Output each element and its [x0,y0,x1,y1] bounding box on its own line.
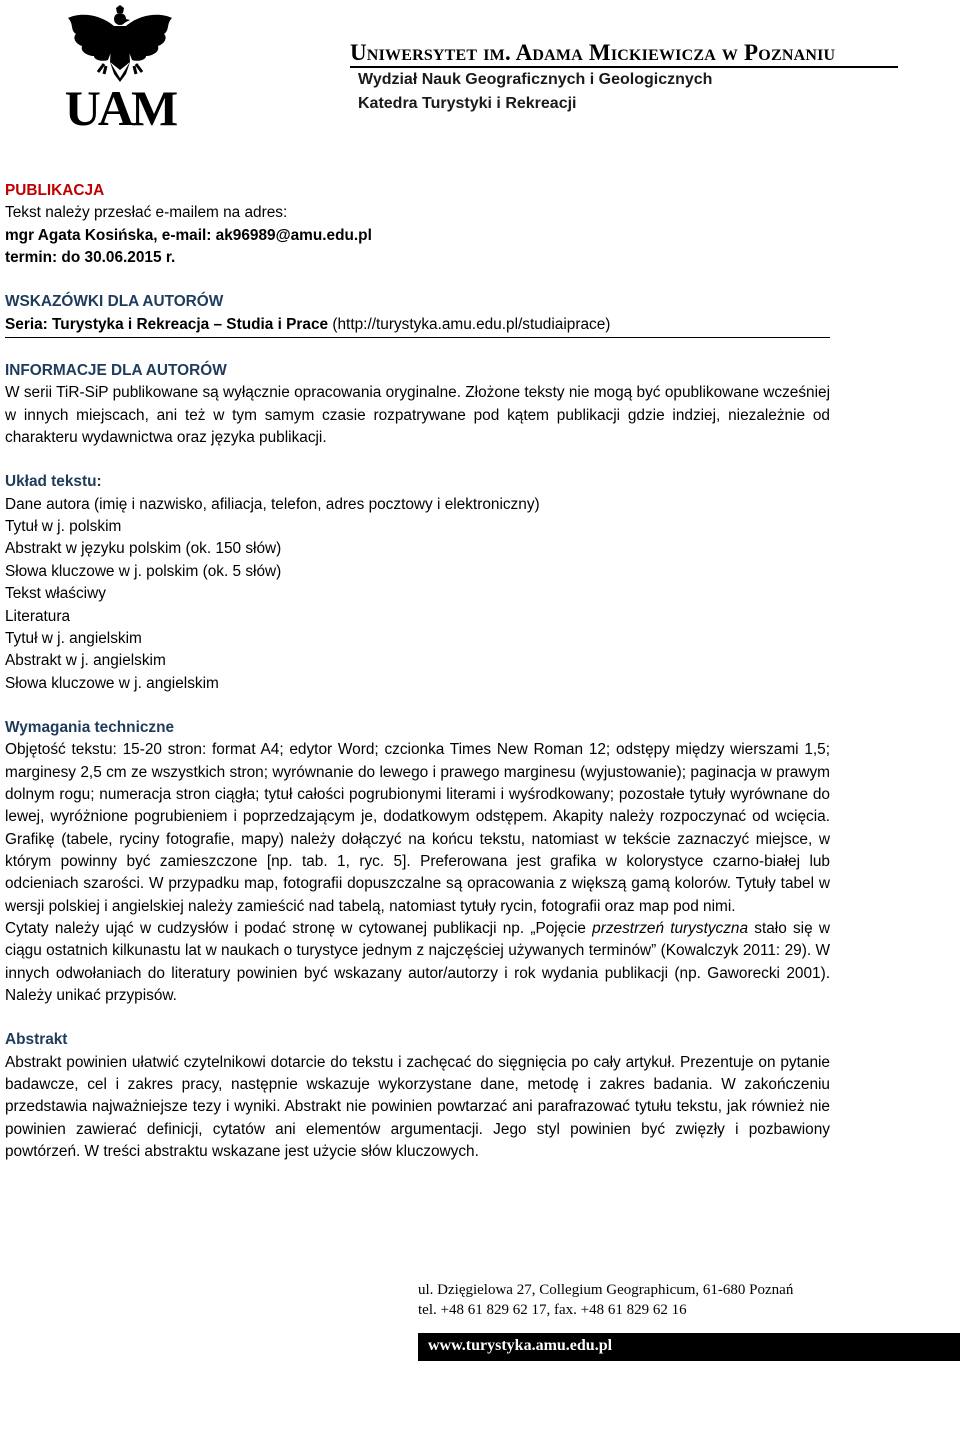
document-body [5,180,830,1163]
quote-lead: Cytaty należy ująć w cudzysłów i podać stronę w cytowanej publikacji np. „Pojęcie [5,919,593,937]
layout-item: Słowa kluczowe w j. polskim (ok. 5 słów) [5,562,282,580]
uam-logo [60,4,180,140]
series-link[interactable]: (http://turystyka.amu.edu.pl/studiaiprace) [328,315,611,333]
series-line [5,314,830,338]
layout-heading: Układ tekstu: [5,473,102,491]
publication-send-to: Tekst należy przesłać e-mailem na adres: [5,204,288,222]
info-text: W serii TiR-SiP publikowane są wyłącznie opracowania oryginalne. Złożone teksty nie mogą być opublikowane wcześniej w innych miejscach, ani też w tym samym czasie rozpatrywane pod kątem publikacji gdzie indziej, niezależnie od charakteru wydawnictwa oraz języka publikacji. [5,384,830,447]
series-title: Seria: Turystyka i Rekreacja – Studia i Prace [5,315,329,333]
technical-heading: Wymagania techniczne [5,718,175,736]
footer-website-link[interactable]: www.turystyka.amu.edu.pl [428,1337,613,1354]
quote-term: przestrzeń turystyczna [592,919,749,937]
footer-address: ul. Dzięgielowa 27, Collegium Geographicum, 61-680 Poznań [418,1282,794,1298]
layout-item: Literatura [5,607,71,625]
publication-heading: PUBLIKACJA [5,182,105,199]
footer-phone: tel. +48 61 829 62 17, fax. +48 61 829 62 16 [418,1302,687,1318]
header-rule [350,66,898,68]
technical-paragraph-2 [5,918,830,1007]
faculty-name: Wydział Nauk Geograficznych i Geologicznych [358,71,713,88]
guidelines-heading: WSKAZÓWKI DLA AUTORÓW [5,293,224,311]
university-name: Uniwersytet im. Adama Mickiewicza w Poznaniu [350,40,836,65]
layout-item: Dane autora (imię i nazwisko, afiliacja, telefon, adres pocztowy i elektroniczny) [5,495,540,513]
spacer [5,1007,830,1029]
info-heading: INFORMACJE DLA AUTORÓW [5,362,227,380]
publication-contact: mgr Agata Kosińska, e-mail: ak96989@amu.edu.pl [5,226,372,244]
spacer [5,269,830,291]
spacer [5,695,830,717]
abstract-text: Abstrakt powinien ułatwić czytelnikowi dotarcie do tekstu i zachęcać do sięgnięcia po cały artykuł. Prezentuje on pytanie badawcze, cel i zakres pracy, następnie wskazuje wykorzystane dane, metodę i zakres badania. W zakończeniu przedstawia najważniejsze tezy i wyniki. Abstrakt nie powinien powtarzać ani parafrazować tytułu tekstu, jak również nie powinien zawierać definicji, cytatów ani elementów argumentacji. Jego styl powinien być zwięzły i pozbawiony powtórzeń. W treści abstraktu wskazane jest użycie słów kluczowych. [5,1053,830,1161]
publication-deadline: termin: do 30.06.2015 r. [5,249,176,267]
layout-item: Abstrakt w j. angielskim [5,652,166,670]
spacer [5,449,830,471]
spacer [5,338,830,360]
layout-item: Słowa kluczowe w j. angielskim [5,674,219,692]
department-name: Katedra Turystyki i Rekreacji [358,95,577,112]
layout-item: Tytuł w j. angielskim [5,629,142,647]
abstract-heading: Abstrakt [5,1031,68,1049]
logo-text: UAM [64,80,176,136]
technical-paragraph-1: Objętość tekstu: 15-20 stron: format A4; edytor Word; czcionka Times New Roman 12; odstępy między wierszami 1,5; marginesy 2,5 cm ze wszystkich stron; wyrównanie do lewego i prawego marginesu (wyjustowanie); paginacja w prawym dolnym rogu; numeracja stron ciągła; tytuł całości pogrubionymi literami i wyśrodkowany; pozostałe tytuły wyrównane do lewej, wyróżnione pogrubieniem i poprzedzającym je, dodatkowym odstępem. Akapity należy rozpoczynać od wcięcia. Grafikę (tabele, ryciny fotografie, mapy) należy dołączyć na końcu tekstu, natomiast w tekście zaznaczyć miejsce, w którym powinny być zamieszczone [np. tab. 1, ryc. 5]. Preferowana jest grafika w kolorystyce czarno-białej lub odcieniach szarości. W przypadku map, fotografii dopuszczalne są opracowania z większą gamą kolorów. Tytuły tabel w wersji polskiej i angielskiej należy zamieścić nad tabelą, natomiast tytuły rycin, fotografii oraz map pod nimi. [5,741,830,915]
layout-item: Tytuł w j. polskim [5,518,122,536]
layout-item: Abstrakt w języku polskim (ok. 150 słów) [5,540,282,558]
quote-rest: stało się w ciągu ostatnich kilkunastu lat w naukach o turystyce jednym z najczęściej używanych terminów” (Kowalczyk 2011: 29). W innych odwołaniach do literatury powinien być wskazany autor/autorzy i rok wydania publikacji (np. Gaworecki 2001). Należy unikać przypisów. [5,919,830,1004]
layout-item: Tekst właściwy [5,585,106,603]
